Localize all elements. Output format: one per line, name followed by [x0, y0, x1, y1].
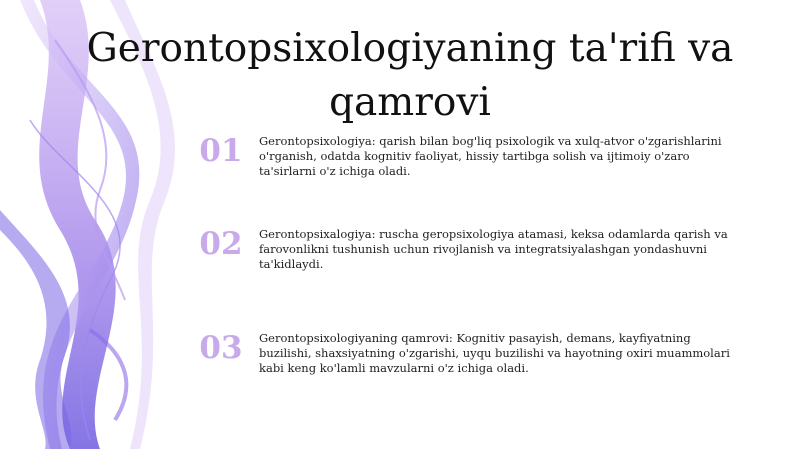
item-text: Gerontopsixologiyaning qamrovi: Kognitiv pasayish, demans, kayfiyatning buzilishi, shaxsiyatning o'zgarishi, uyqu buzilishi va hayotning oxiri muammolari kabi keng ko'lamli mavzularni o'z ichiga oladi.	[259, 331, 730, 375]
list-item-03	[195, 331, 755, 391]
item-number: 02	[199, 226, 243, 262]
slide-title: Gerontopsixologiyaning ta'rifi va qamrovi	[86, 26, 734, 125]
list-item-01	[195, 134, 755, 194]
item-text: Gerontopsixologiya: qarish bilan bog'liq psixologik va xulq-atvor o'zgarishlarini o'rganish, odatda kognitiv faoliyat, hissiy tartibga solish va ijtimoiy o'zaro ta'sirlarni o'z ichiga oladi.	[259, 134, 722, 178]
item-number: 03	[199, 330, 243, 366]
item-text: Gerontopsixalogiya: ruscha geropsixologiya atamasi, keksa odamlarda qarish va farovonlikni tushunish uchun rivojlanish va integratsiyalashgan yondashuvni ta'kidlaydi.	[259, 227, 728, 271]
item-number: 01	[199, 133, 243, 169]
list-item-02	[195, 227, 755, 287]
